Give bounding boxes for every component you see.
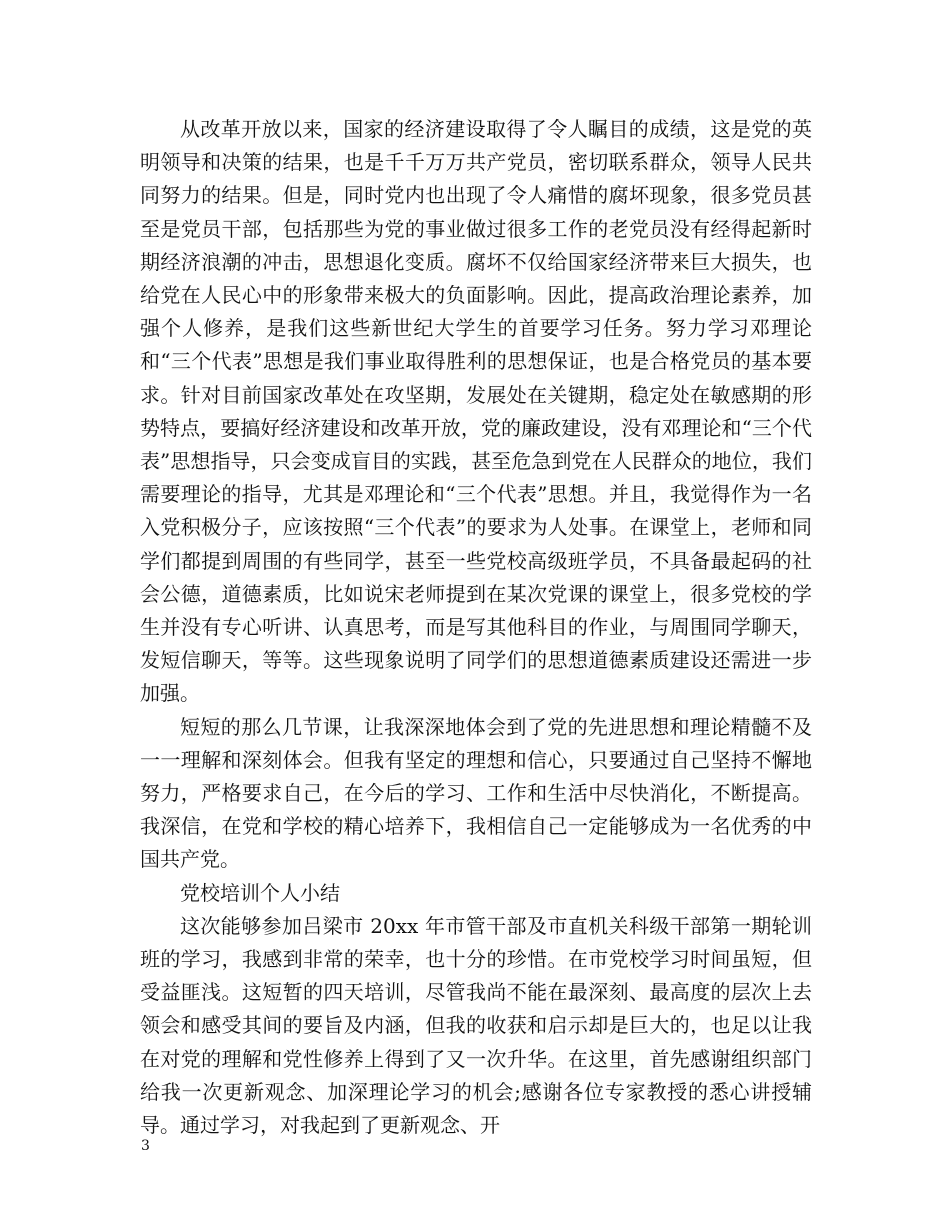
- paragraph-reform: 从改革开放以来，国家的经济建设取得了令人瞩目的成绩，这是党的英明领导和决策的结果，也是千千万万共产党员，密切联系群众，领导人民共同努力的结果。但是，同时党内也出现了令人痛惜的腐坏现象，很多党员甚至是党员干部，包括那些为党的事业做过很多工作的老党员没有经得起新时期经济浪潮的冲击，思想退化变质。腐坏不仅给国家经济带来巨大损失，也给党在人民心中的形象带来极大的负面影响。因此，提高政治理论素养，加强个人修养，是我们这些新世纪大学生的首要学习任务。努力学习邓理论和“三个代表”思想是我们事业取得胜利的思想保证，也是合格党员的基本要求。针对目前国家改革处在攻坚期，发展处在关键期，稳定处在敏感期的形势特点，要搞好经济建设和改革开放，党的廉政建设，没有邓理论和“三个代表”思想指导，只会变成盲目的实践，甚至危急到党在人民群众的地位，我们需要理论的指导，尤其是邓理论和“三个代表”思想。并且，我觉得作为一名入党积极分子，应该按照“三个代表”的要求为人处事。在课堂上，老师和同学们都提到周围的有些同学，甚至一些党校高级班学员，不具备最起码的社会公德，道德素质，比如说宋老师提到在某次党课的课堂上，很多党校的学生并没有专心听讲、认真思考，而是写其他科目的作业，与周围同学聊天，发短信聊天，等等。这些现象说明了同学们的思想道德素质建设还需进一步加强。: [140, 117, 812, 706]
- section-heading: 党校培训个人小结: [180, 880, 340, 905]
- page-number: 3: [141, 1138, 150, 1154]
- paragraph-training: 这次能够参加吕梁市 20xx 年市管干部及市直机关科级干部第一期轮训班的学习，我感到非常的荣幸，也十分的珍惜。在市党校学习时间虽短，但受益匪浅。这短暂的四天培训，尽管我尚不能在最深刻、最高度的层次上去领会和感受其间的要旨及内涵，但我的收获和启示却是巨大的，也足以让我在对党的理解和党性修养上得到了又一次升华。在这里，首先感谢组织部门给我一次更新观念、加深理论学习的机会;感谢各位专家教授的悉心讲授辅导。通过学习，对我起到了更新观念、开: [140, 913, 812, 1138]
- paragraph-short-lessons: 短短的那么几节课，让我深深地体会到了党的先进思想和理论精髓不及一一理解和深刻体会。但我有坚定的理想和信心，只要通过自己坚持不懈地努力，严格要求自己，在今后的学习、工作和生活中尽快消化，不断提高。我深信，在党和学校的精心培养下，我相信自己一定能够成为一名优秀的中国共产党。: [140, 714, 812, 872]
- document-body: [140, 113, 812, 1142]
